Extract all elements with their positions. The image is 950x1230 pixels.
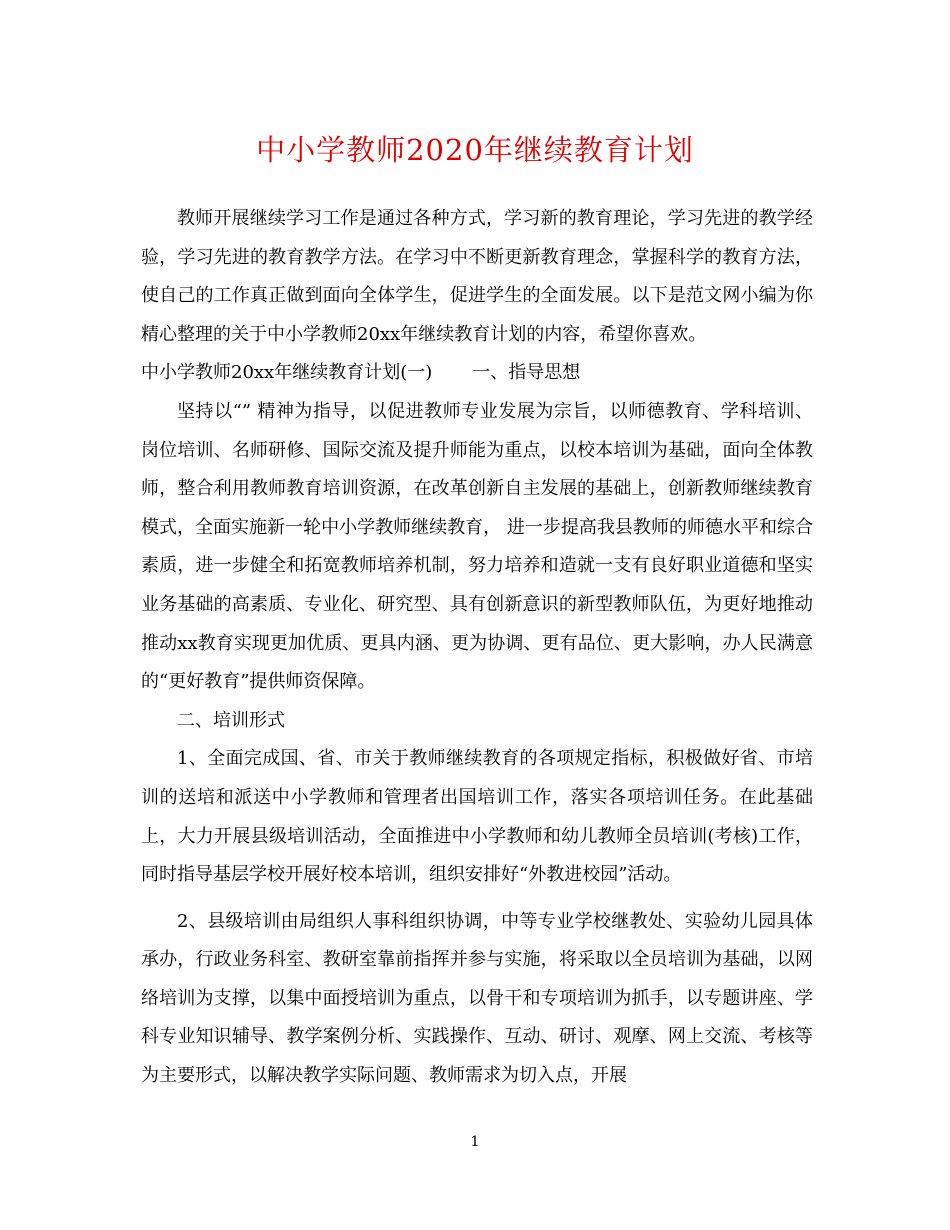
guiding-thought-paragraph: 坚持以“” 精神为指导，以促进教师专业发展为宗旨，以师德教育、学科培训、岗位培训、名师研修、国际交流及提升师能为重点，以校本培训为基础，面向全体教师，整合利用教师教育培训资源，在改革创新自主发展的基础上，创新教师继续教育模式，全面实施新一轮中小学教师继续教育， 进一步提高我县教师的师德水平和综合素质，进一步健全和拓宽教师培养机制，努力培养和造就一支有良好职业道德和坚实业务基础的高素质、专业化、研究型、具有创新意识的新型教师队伍，为更好地推动推动xx教育实现更加优质、更具内涵、更为协调、更有品位、更大影响，办人民满意的“更好教育”提供师资保障。 [141,400,813,693]
intro-paragraph: 教师开展继续学习工作是通过各种方式，学习新的教育理论，学习先进的教学经验，学习先进的教育教学方法。在学习中不断更新教育理念，掌握科学的教育方法，使自己的工作真正做到面向全体学生，促进学生的全面发展。以下是范文网小编为你精心整理的关于中小学教师20xx年继续教育计划的内容，希望你喜欢。 [141,208,813,345]
page-number: 1 [470,1134,480,1150]
section1-heading: 一、指导思想 [472,362,581,384]
plan-subtitle: 中小学教师20xx年继续教育计划(一) [141,362,433,384]
plan-subtitle-row [141,354,813,393]
item1-paragraph: 1、全面完成国、省、市关于教师继续教育的各项规定指标，积极做好省、市培训的送培和派送中小学教师和管理者出国培训工作，落实各项培训任务。在此基础上，大力开展县级培训活动，全面推进中小学教师和幼儿教师全员培训(考核)工作，同时指导基层学校开展好校本培训，组织安排好“外教进校园”活动。 [141,748,813,886]
item2-paragraph: 2、县级培训由局组织人事科组织协调，中等专业学校继教处、实验幼儿园具体承办，行政业务科室、教研室靠前指挥并参与实施，将采取以全员培训为基础，以网络培训为支撑，以集中面授培训为重点，以骨干和专项培训为抓手，以专题讲座、学科专业知识辅导、教学案例分析、实践操作、互动、研讨、观摩、网上交流、考核等为主要形式，以解决教学实际问题、教师需求为切入点，开展 [141,910,813,1087]
section2-heading: 二、培训形式 [177,709,285,731]
document-title: 中小学教师2020年继续教育计划 [256,133,694,167]
document-body [141,200,813,1096]
